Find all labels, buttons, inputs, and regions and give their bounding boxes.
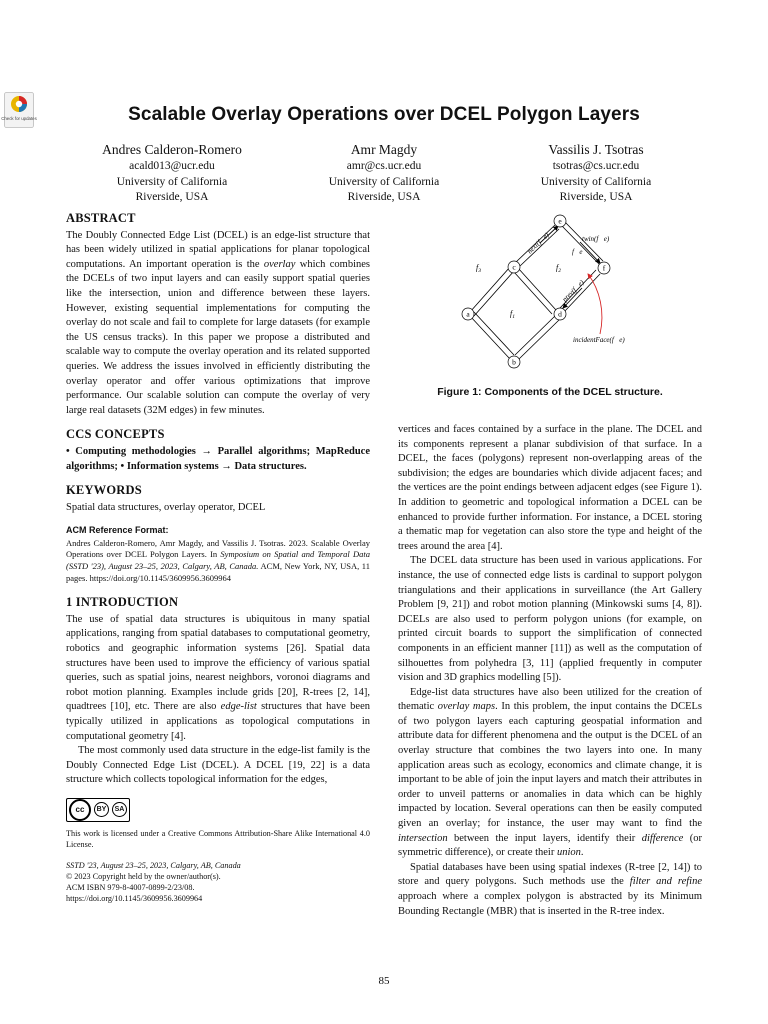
right-paragraph-1: vertices and faces contained by a surface in the plane. The DCEL and its components represent a planar subdivision of that surface. In a DCEL, the faces (polygons) represent non-overlapping areas of the subdivision; the edges are boundaries which divide adjacent faces; and the vertices are the point endings between adjacent edges (see Figure 1). In addition to geometric and topological information a DCEL can be enhanced to provide further information. For instance, a DCEL storing a thematic map for vegetation can also store the type and height of the trees around the area [4]. [398,424,702,552]
vertex-d-label: d [558,309,562,319]
author-location: Riverside, USA [135,191,209,203]
author-location: Riverside, USA [559,191,633,203]
twin-label: twin(f⃗e) [582,235,610,243]
intro-paragraph-1: The use of spatial data structures is ubiquitous in many spatial applications, ranging from spatial databases to computational geometry, robotics and geographic information systems [26]. Spatial data structures have been used to improve the efficiency of various spatial queries, such as spatial joins, nearest neighbors, voronoi diagrams and robot motion planning. Examples include grids [20], R-trees [2, 14], quadtrees [10], etc. There are also edge-list structures that have been typically utilized in applications as topological computations in computational geometry [4]. [66,613,370,742]
author-email[interactable]: amr@cs.ucr.edu [346,160,422,172]
license-text: This work is licensed under a Creative Commons Attribution-Share Alike International 4.0 License. [66,828,370,849]
vertex-c-label: c [512,262,516,272]
fe-label: f⃗e [572,248,583,256]
author-email[interactable]: tsotras@cs.ucr.edu [552,160,640,172]
right-paragraph-2: The DCEL data structure has been used in various applications. For instance, the use of connected edge lists is cardinal to support polygon triangulations and their applications in surveillance (the Art Gallery Problem [9, 21]) and robot motion planning (Minkowski sums [4, 8]). DCELs are also used to perform polygon unions (for example, on printed circuit boards to support the simplification of connected components in an efficient manner [11]) as well as the computation of silhouettes from polyhedra [3, 11] (applied frequently in computer vision and 3D graphics modelling [5]). [398,555,702,684]
author-affiliation: University of California [328,175,440,188]
author-email[interactable]: acald013@ucr.edu [129,160,215,172]
vertex-a-label: a [466,309,470,319]
intro-heading: 1 INTRODUCTION [66,595,179,610]
edge-a-c [470,267,510,312]
right-paragraph-3: Edge-list data structures have also been utilized for the creation of thematic overlay maps. In this problem, the input contains the DCELs of two polygon layers each capturing geospatial information and attribute data for different phenomena and the output is the DCEL of an overlay structure that combines the two layers into one. In many application areas such as ecology, economics and climate change, it is important to be able of join the input layers and match their attributes in order to unveil patterns or anomalies in data which can be highly impacted by location. Several operations can then be easily computed given an overlay; for instance, the user may want to find the intersection between the input layers, identify their difference (or symmetric difference), or create their union. [398,686,703,859]
copyright-footer [66,860,370,904]
footer-copyright: © 2023 Copyright held by the owner/author(s). [66,871,221,881]
figure-caption: Figure 1: Components of the DCEL structure. [437,386,663,398]
author-affiliation: University of California [540,175,652,188]
edge-b-d-twin [519,320,559,359]
edge-c-d-twin [514,272,552,314]
author-2 [278,141,490,206]
next-label: next(f⃗e) [525,231,551,256]
edge-c-d [518,268,556,310]
incident-face-label: incidentFace(f⃗e) [573,336,625,344]
author-name: Amr Magdy [350,142,418,157]
face-f2-label: $f_2$ [556,263,561,274]
check-for-updates-badge-icon[interactable] [1,92,37,128]
paper-title: Scalable Overlay Operations over DCEL Polygon Layers [128,104,640,125]
author-1 [66,141,278,206]
right-paragraph-4: Spatial databases have been using spatial indexes (R-tree [2, 14]) to store and query polygons. Such methods use the filter and refine approach where a complex polygon is abstracted by its Minimum Bounding Rectangle (MBR) that is inserted in the R-tree index. [398,861,702,917]
right-column [398,423,702,919]
license-block [66,798,370,850]
footer-conference: SSTD '23, August 23–25, 2023, Calgary, AB, Canada [66,860,241,870]
ccs-heading: CCS CONCEPTS [66,427,165,442]
vertex-e-label: e [558,216,562,226]
reference-heading: ACM Reference Format: [66,525,169,536]
badge-text: Check for updates [1,116,37,121]
incident-face-curve [588,274,602,334]
author-3 [490,141,702,206]
face-f1-label: $f_1$ [510,309,515,320]
dcel-labels [476,231,625,344]
intro-paragraph-2: The most commonly used data structure in the edge-list family is the Doubly Connected Edge List (DCEL). A DCEL [19, 22] is a data structure which collects topological information for the edges, [66,745,370,786]
footer-isbn: ACM ISBN 979-8-4007-0899-2/23/08. [66,882,195,892]
abstract-heading: ABSTRACT [66,211,136,225]
author-location: Riverside, USA [347,191,421,203]
footer-doi[interactable]: https://doi.org/10.1145/3609956.3609964 [66,893,203,903]
edge-b-d [515,316,555,355]
prev-label: prev(f⃗e) [560,278,586,304]
by-icon: BY [94,802,109,817]
sa-icon: SA [112,802,127,817]
author-affiliation: University of California [116,175,228,188]
left-column [66,211,370,904]
ccs-text: • Computing methodologies → Parallel algorithms; MapReduce algorithms; • Information systems → Data structures. [66,445,370,472]
author-list [66,141,702,206]
edge-a-c-twin [474,271,514,316]
face-f3-label: $f_3$ [476,263,481,274]
author-name: Andres Calderon-Romero [102,142,242,157]
reference-text: Andres Calderon-Romero, Amr Magdy, and Vassilis J. Tsotras. 2023. Scalable Overlay Operations over DCEL Polygon Layers. In Symposium on Spatial and Temporal Data (SSTD '23), August 23–25, 2023, Calgary, AB, Canada. ACM, New York, NY, USA, 11 pages. https://doi.org/10.1145/3609956.3609964 [66,537,370,583]
keywords-heading: KEYWORDS [66,483,142,498]
edge-a-b [470,316,510,359]
keywords-text: Spatial data structures, overlay operator, DCEL [66,501,266,513]
edge-a-b-twin [474,312,514,355]
vertex-f-label: f [602,263,606,273]
author-name: Vassilis J. Tsotras [548,142,644,157]
cc-license-icon[interactable]: cc BY SA [66,798,130,822]
vertex-b-label: b [512,357,516,367]
edge-e-f [562,226,600,265]
abstract-text: The Doubly Connected Edge List (DCEL) is an edge-list structure that has been widely utilized in spatial applications for planar topological computations. An important operation is the overlay which combines the DCELs of two input layers and can easily support spatial queries like the intersection, union and difference between these layers. However, existing sequential implementations for computing the overlay do not scale and fail to complete for large datasets (for example the US census tracks). In this paper we propose a distributed and scalable way to compute the overlay operation and its related supported queries. We address the issues involved in efficiently distributing the overlay operator and offer various optimizations that improve performance. Our scalable solution can compute the overlay of very large real datasets (32M edges) in few minutes. [66,229,370,416]
dcel-figure [430,212,670,374]
fe-arrow [580,242,600,263]
page-number: 85 [378,975,390,987]
